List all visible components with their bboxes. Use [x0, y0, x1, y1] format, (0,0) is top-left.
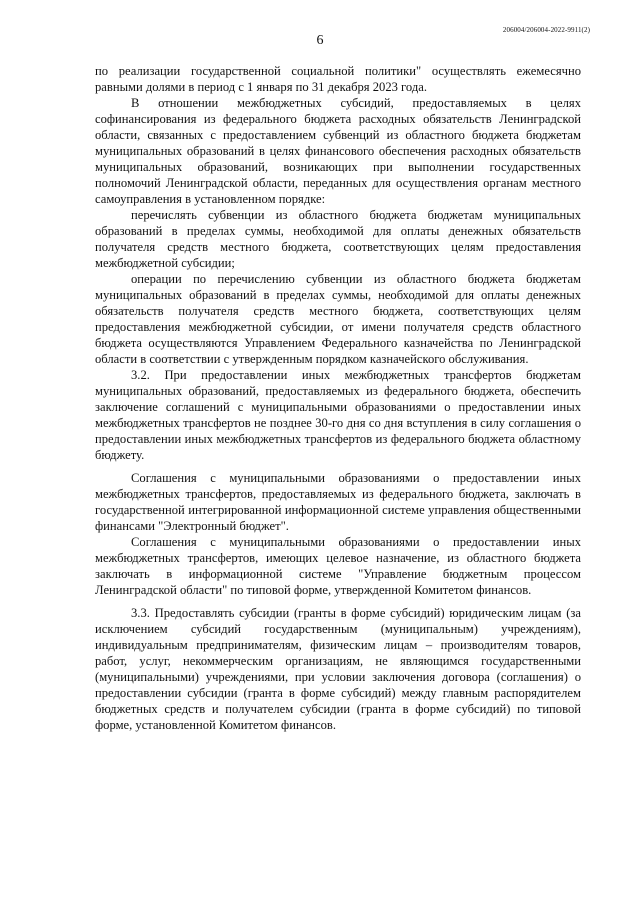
paragraph: 3.3. Предоставлять субсидии (гранты в форме субсидий) юридическим лицам (за исключением субсидий государственным (муниципальным) учреждениям), индивидуальным предпринимателям, физическим лицам – производителям товаров, работ, услуг, некоммерческим организациям, не являющимся государственными (муниципальными) учреждениями, при условии заключения договора (соглашения) о предоставлении субсидии (гранта в форме субсидий) между главным распорядителем бюджетных средств и получателем субсидии (гранта в форме субсидий) по типовой форме, установленной Комитетом финансов. [95, 606, 581, 732]
paragraph: перечислять субвенции из областного бюджета бюджетам муниципальных образований в пределах суммы, необходимой для оплаты денежных обязательств получателя средств местного бюджета, соответствующих целям предоставления межбюджетной субсидии; [95, 208, 581, 270]
paragraph: 3.2. При предоставлении иных межбюджетных трансфертов бюджетам муниципальных образований, предоставляемых из федерального бюджета, обеспечить заключение соглашений с муниципальными образованиями о предоставлении иных межбюджетных трансфертов не позднее 30-го дня со дня вступления в силу соглашения о предоставлении иных межбюджетных трансфертов из федерального бюджета областному бюджету. [95, 368, 581, 462]
document-id: 206004/206004-2022-9911(2) [502, 26, 590, 34]
paragraph: Соглашения с муниципальными образованиями о предоставлении иных межбюджетных трансфертов, имеющих целевое назначение, из областного бюджета заключать в информационной системе "Управление бюджетным процессом Ленинградской области" по типовой форме, утвержденной Комитетом финансов. [95, 535, 581, 597]
page-number: 6 [316, 33, 324, 48]
paragraph: по реализации государственной социальной политики" осуществлять ежемесячно равными долями в период с 1 января по 31 декабря 2023 года. [95, 64, 581, 94]
paragraph: операции по перечислению субвенции из областного бюджета бюджетам муниципальных образований в пределах суммы, необходимой для оплаты денежных обязательств получателя средств местного бюджета, соответствующих целям предоставления межбюджетной субсидии, от имени получателя средств областного бюджета осуществляются Управлением Федерального казначейства по Ленинградской области в соответствии с утвержденным порядком казначейского обслуживания. [95, 272, 581, 366]
document-body [95, 63, 581, 733]
paragraph: Соглашения с муниципальными образованиями о предоставлении иных межбюджетных трансфертов, предоставляемых из федерального бюджета, заключать в государственной интегрированной информационной системе управления общественными финансами "Электронный бюджет". [95, 471, 581, 533]
paragraph: В отношении межбюджетных субсидий, предоставляемых в целях софинансирования из федерального бюджета расходных обязательств Ленинградской области, связанных с предоставлением субвенций из областного бюджета бюджетам муниципальных образований в целях финансового обеспечения расходных обязательств муниципальных образований, возникающих при выполнении государственных полномочий Ленинградской области, переданных для осуществления органам местного самоуправления в установленном порядке: [95, 96, 581, 206]
